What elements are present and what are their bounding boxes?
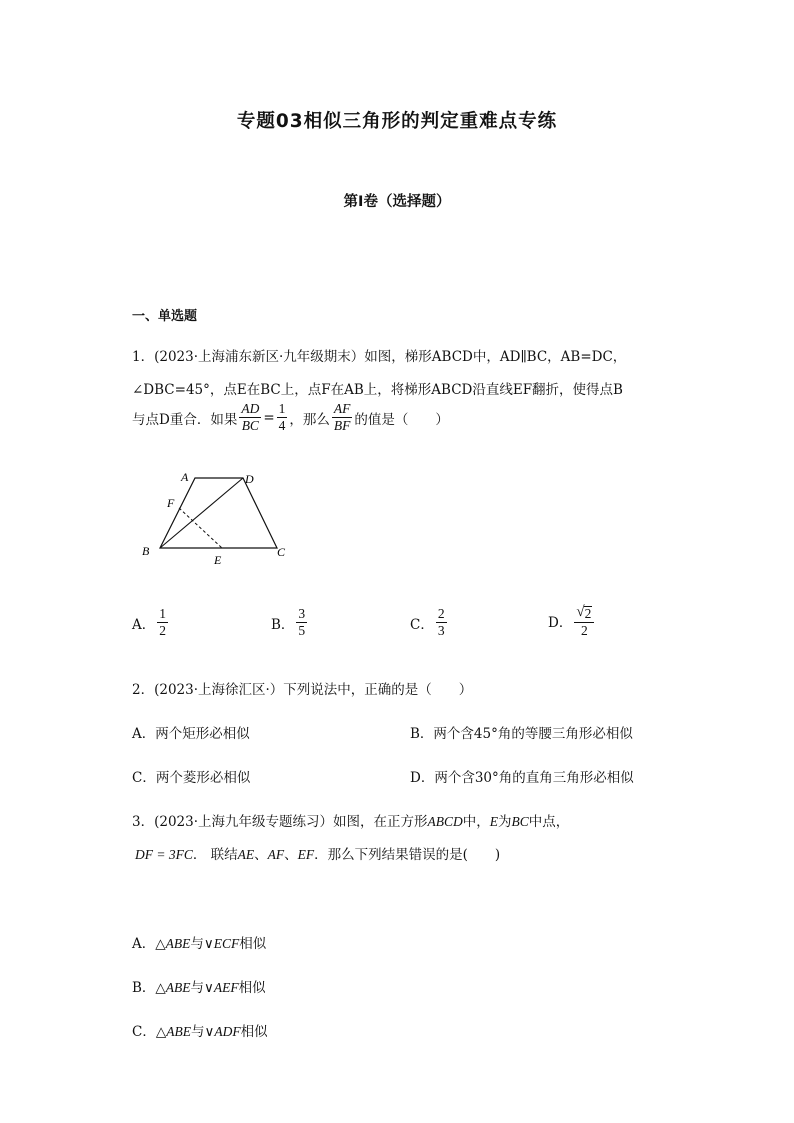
option-letter: C． xyxy=(132,1024,156,1040)
fraction-numerator: AD xyxy=(239,402,261,418)
option-letter: A． xyxy=(132,936,156,952)
q3-line-1 xyxy=(132,810,569,830)
label-e: E xyxy=(214,553,222,567)
q1-line-3 xyxy=(132,402,449,433)
q3-text: 、 xyxy=(254,847,268,863)
fraction-denominator: 2 xyxy=(159,623,166,639)
option-fraction xyxy=(574,605,594,638)
trapezoid-figure xyxy=(132,462,302,572)
option-fraction xyxy=(296,607,307,638)
triangle-expression: ∨ECF xyxy=(203,936,240,951)
label-c: C xyxy=(277,545,286,559)
fraction-denominator: 5 xyxy=(298,623,306,639)
section-heading: 一、单选题 xyxy=(132,309,198,324)
option-letter: B． xyxy=(132,980,156,996)
q3-text: ．那么下列结果错误的是( ) xyxy=(314,847,501,863)
diagonal-bd xyxy=(160,478,243,548)
page-title: 专题03相似三角形的判定重难点专练 xyxy=(236,111,558,132)
option-text: 相似 xyxy=(240,1024,268,1040)
q1-option-a[interactable] xyxy=(132,607,170,638)
q1-line-1: 1．(2023·上海浦东新区·九年级期末）如图，梯形ABCD中，AD∥BC，AB=DC， xyxy=(132,349,627,365)
fraction-denominator: BF xyxy=(333,418,351,434)
q2-stem: 2．(2023·上海徐汇区·）下列说法中，正确的是（ ） xyxy=(132,682,473,698)
triangle-expression: ∨ADF xyxy=(204,1024,241,1039)
volume-heading: 第I卷（选择题） xyxy=(343,194,451,210)
math-bc: BC xyxy=(511,814,529,829)
option-text: 相似 xyxy=(238,980,266,996)
fraction-denominator: 3 xyxy=(437,623,445,639)
math-ef: EF xyxy=(297,847,315,862)
q3-text: 为 xyxy=(498,814,512,830)
label-f: F xyxy=(167,496,175,510)
q2-option-b[interactable]: B．两个含45°角的等腰三角形必相似 xyxy=(410,726,633,742)
fraction-denominator: 2 xyxy=(580,622,588,638)
fraction-numerator: 1 xyxy=(277,402,288,418)
q2-option-a[interactable]: A．两个矩形必相似 xyxy=(132,726,250,742)
equals-sign: = xyxy=(263,409,275,426)
q1-option-d[interactable] xyxy=(548,605,596,638)
fraction-denominator: 4 xyxy=(278,418,286,434)
trapezoid-outline xyxy=(160,478,277,548)
q3-text: ． 联结 xyxy=(192,847,238,863)
q1-line-2: ∠DBC=45°，点E在BC上，点F在AB上，将梯形ABCD沿直线EF翻折，使得点B xyxy=(132,382,623,398)
fraction-af-bf xyxy=(332,402,353,433)
triangle-expression: ∨AEF xyxy=(204,980,239,995)
q2-option-c[interactable]: C．两个菱形必相似 xyxy=(132,770,251,786)
option-text: 与 xyxy=(190,980,205,996)
option-text: 相似 xyxy=(239,936,267,952)
q2-option-d[interactable]: D．两个含30°角的直角三角形必相似 xyxy=(410,770,634,786)
math-df-equals-3fc: DF = 3FC xyxy=(135,847,193,862)
fraction-numerator: 2 xyxy=(436,607,447,623)
fraction-ad-bc xyxy=(239,402,261,433)
triangle-expression: △ABE xyxy=(155,980,191,995)
fraction-numerator: 3 xyxy=(296,607,307,623)
option-letter: B． xyxy=(271,616,295,633)
fraction-one-quarter xyxy=(277,402,288,433)
option-letter: A． xyxy=(132,616,156,633)
label-b: B xyxy=(142,544,150,558)
label-a: A xyxy=(181,470,189,484)
math-af: AF xyxy=(267,847,285,862)
q1-line-3-text-c: 的值是（ ） xyxy=(354,411,449,428)
option-fraction xyxy=(436,607,447,638)
triangle-expression: △ABE xyxy=(155,936,191,951)
option-text: 与 xyxy=(190,936,204,952)
option-fraction xyxy=(157,607,168,638)
square-root-icon: √ xyxy=(576,604,585,620)
math-abcd: ABCD xyxy=(427,814,463,829)
q3-text: 中点， xyxy=(528,814,570,830)
fraction-numerator: AF xyxy=(332,402,353,418)
radicand: 2 xyxy=(584,605,592,621)
option-text: 与 xyxy=(190,1024,205,1040)
option-letter: C． xyxy=(410,616,434,633)
q1-option-c[interactable] xyxy=(410,607,449,638)
fraction-numerator: 1 xyxy=(157,607,168,623)
fraction-denominator: BC xyxy=(241,418,259,434)
triangle-expression: △ABE xyxy=(155,1024,191,1039)
option-letter: D． xyxy=(548,615,573,632)
math-ae: AE xyxy=(237,847,255,862)
fraction-numerator xyxy=(574,605,594,623)
q3-text: 、 xyxy=(284,847,298,863)
q1-option-b[interactable] xyxy=(271,607,309,638)
q3-option-b[interactable] xyxy=(132,976,266,996)
q3-text: 3．(2023·上海九年级专题练习）如图，在正方形 xyxy=(132,814,428,830)
q3-text: 中， xyxy=(462,814,490,830)
math-e: E xyxy=(489,814,499,829)
q1-line-3-text-b: ，那么 xyxy=(289,411,330,428)
q3-option-c[interactable] xyxy=(132,1020,268,1040)
label-d: D xyxy=(245,472,254,486)
q3-line-2 xyxy=(135,843,500,863)
q3-option-a[interactable] xyxy=(132,932,266,952)
q1-line-3-text-a: 与点D重合．如果 xyxy=(132,411,238,428)
